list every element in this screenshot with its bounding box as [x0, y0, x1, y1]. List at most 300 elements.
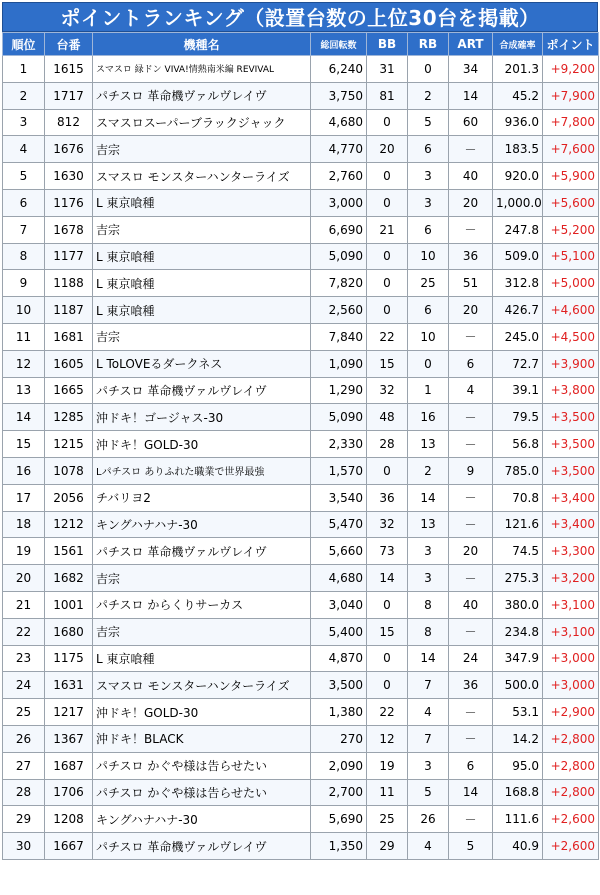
rb-cell: 3 [408, 163, 449, 190]
combined-probability-cell: 275.3 [493, 565, 543, 592]
table-row [3, 806, 599, 833]
model-name-cell: 沖ドキ！BLACK [93, 725, 311, 752]
total-spins-cell: 7,820 [311, 270, 367, 297]
machine-number-cell: 1667 [45, 833, 93, 860]
machine-number-cell: 1212 [45, 511, 93, 538]
total-spins-cell: 4,680 [311, 109, 367, 136]
rb-cell: 5 [408, 779, 449, 806]
art-cell: 20 [449, 297, 493, 324]
art-cell: － [449, 725, 493, 752]
table-row [3, 752, 599, 779]
rank-cell: 30 [3, 833, 45, 860]
table-row [3, 404, 599, 431]
machine-number-cell: 1187 [45, 297, 93, 324]
art-cell: － [449, 404, 493, 431]
machine-number-cell: 812 [45, 109, 93, 136]
model-name-cell: パチスロ 革命機ヴァルヴレイヴ [93, 833, 311, 860]
table-row [3, 618, 599, 645]
model-name-cell: パチスロ からくりサーカス [93, 591, 311, 618]
model-name-cell: 沖ドキ！GOLD-30 [93, 431, 311, 458]
points-cell: +2,800 [543, 752, 599, 779]
model-name-cell: パチスロ かぐや様は告らせたい [93, 752, 311, 779]
rank-cell: 16 [3, 457, 45, 484]
rb-cell: 25 [408, 270, 449, 297]
total-spins-cell: 2,560 [311, 297, 367, 324]
rb-cell: 6 [408, 297, 449, 324]
art-cell: 4 [449, 377, 493, 404]
table-row [3, 672, 599, 699]
points-cell: +3,500 [543, 404, 599, 431]
header-combined-probability: 合成確率 [493, 33, 543, 56]
rank-cell: 23 [3, 645, 45, 672]
rb-cell: 10 [408, 323, 449, 350]
header-machine-number: 台番 [45, 33, 93, 56]
rank-cell: 3 [3, 109, 45, 136]
rb-cell: 10 [408, 243, 449, 270]
bb-cell: 22 [367, 323, 408, 350]
points-cell: +2,900 [543, 699, 599, 726]
combined-probability-cell: 347.9 [493, 645, 543, 672]
points-cell: +3,500 [543, 457, 599, 484]
rank-cell: 5 [3, 163, 45, 190]
art-cell: － [449, 699, 493, 726]
machine-number-cell: 1208 [45, 806, 93, 833]
total-spins-cell: 5,660 [311, 538, 367, 565]
bb-cell: 15 [367, 618, 408, 645]
bb-cell: 32 [367, 511, 408, 538]
art-cell: 51 [449, 270, 493, 297]
table-row [3, 565, 599, 592]
model-name-cell: スマスロ モンスターハンターライズ [93, 163, 311, 190]
rank-cell: 12 [3, 350, 45, 377]
machine-number-cell: 1678 [45, 216, 93, 243]
art-cell: 60 [449, 109, 493, 136]
bb-cell: 20 [367, 136, 408, 163]
points-cell: +3,300 [543, 538, 599, 565]
header-rb: RB [408, 33, 449, 56]
model-name-cell: L 東京喰種 [93, 645, 311, 672]
model-name-cell: Lパチスロ ありふれた職業で世界最強 [93, 457, 311, 484]
header-bb: BB [367, 33, 408, 56]
header-points: ポイント [543, 33, 599, 56]
table-row [3, 216, 599, 243]
bb-cell: 29 [367, 833, 408, 860]
machine-number-cell: 1177 [45, 243, 93, 270]
bb-cell: 0 [367, 591, 408, 618]
bb-cell: 19 [367, 752, 408, 779]
combined-probability-cell: 168.8 [493, 779, 543, 806]
total-spins-cell: 1,090 [311, 350, 367, 377]
combined-probability-cell: 380.0 [493, 591, 543, 618]
model-name-cell: L ToLOVEるダークネス [93, 350, 311, 377]
table-row [3, 350, 599, 377]
ranking-page [2, 2, 598, 860]
header-total-spins: 総回転数 [311, 33, 367, 56]
machine-number-cell: 1367 [45, 725, 93, 752]
total-spins-cell: 5,400 [311, 618, 367, 645]
total-spins-cell: 1,380 [311, 699, 367, 726]
combined-probability-cell: 500.0 [493, 672, 543, 699]
bb-cell: 36 [367, 484, 408, 511]
bb-cell: 48 [367, 404, 408, 431]
rank-cell: 21 [3, 591, 45, 618]
model-name-cell: スマスロ 緑ドン VIVA!情熱南米編 REVIVAL [93, 56, 311, 83]
total-spins-cell: 270 [311, 725, 367, 752]
table-row [3, 484, 599, 511]
rank-cell: 27 [3, 752, 45, 779]
rb-cell: 2 [408, 457, 449, 484]
points-cell: +4,500 [543, 323, 599, 350]
table-row [3, 645, 599, 672]
art-cell: － [449, 216, 493, 243]
points-cell: +7,900 [543, 82, 599, 109]
combined-probability-cell: 53.1 [493, 699, 543, 726]
art-cell: 24 [449, 645, 493, 672]
table-row [3, 189, 599, 216]
points-cell: +3,100 [543, 591, 599, 618]
total-spins-cell: 1,570 [311, 457, 367, 484]
total-spins-cell: 3,040 [311, 591, 367, 618]
combined-probability-cell: 111.6 [493, 806, 543, 833]
table-body [3, 56, 599, 860]
machine-number-cell: 1175 [45, 645, 93, 672]
total-spins-cell: 6,690 [311, 216, 367, 243]
machine-number-cell: 1676 [45, 136, 93, 163]
machine-number-cell: 1078 [45, 457, 93, 484]
art-cell: 5 [449, 833, 493, 860]
model-name-cell: L 東京喰種 [93, 243, 311, 270]
table-row [3, 136, 599, 163]
total-spins-cell: 2,700 [311, 779, 367, 806]
model-name-cell: キングハナハナ-30 [93, 806, 311, 833]
combined-probability-cell: 920.0 [493, 163, 543, 190]
model-name-cell: パチスロ 革命機ヴァルヴレイヴ [93, 377, 311, 404]
table-row [3, 82, 599, 109]
total-spins-cell: 2,330 [311, 431, 367, 458]
points-cell: +5,600 [543, 189, 599, 216]
points-cell: +5,100 [543, 243, 599, 270]
bb-cell: 12 [367, 725, 408, 752]
model-name-cell: パチスロ 革命機ヴァルヴレイヴ [93, 538, 311, 565]
combined-probability-cell: 785.0 [493, 457, 543, 484]
total-spins-cell: 3,000 [311, 189, 367, 216]
art-cell: － [449, 136, 493, 163]
art-cell: － [449, 806, 493, 833]
rb-cell: 3 [408, 538, 449, 565]
combined-probability-cell: 95.0 [493, 752, 543, 779]
rank-cell: 14 [3, 404, 45, 431]
bb-cell: 31 [367, 56, 408, 83]
total-spins-cell: 1,290 [311, 377, 367, 404]
page-title: ポイントランキング（設置台数の上位30台を掲載） [2, 2, 598, 32]
rb-cell: 14 [408, 645, 449, 672]
table-row [3, 833, 599, 860]
points-cell: +3,900 [543, 350, 599, 377]
combined-probability-cell: 56.8 [493, 431, 543, 458]
rank-cell: 29 [3, 806, 45, 833]
table-row [3, 163, 599, 190]
combined-probability-cell: 79.5 [493, 404, 543, 431]
combined-probability-cell: 40.9 [493, 833, 543, 860]
art-cell: 20 [449, 189, 493, 216]
rank-cell: 19 [3, 538, 45, 565]
bb-cell: 11 [367, 779, 408, 806]
combined-probability-cell: 426.7 [493, 297, 543, 324]
rank-cell: 2 [3, 82, 45, 109]
rank-cell: 9 [3, 270, 45, 297]
table-row [3, 699, 599, 726]
rank-cell: 11 [3, 323, 45, 350]
art-cell: 14 [449, 779, 493, 806]
rank-cell: 15 [3, 431, 45, 458]
points-cell: +3,500 [543, 431, 599, 458]
bb-cell: 0 [367, 163, 408, 190]
combined-probability-cell: 1,000.0 [493, 189, 543, 216]
machine-number-cell: 1561 [45, 538, 93, 565]
total-spins-cell: 2,760 [311, 163, 367, 190]
machine-number-cell: 1717 [45, 82, 93, 109]
points-cell: +2,800 [543, 779, 599, 806]
model-name-cell: 吉宗 [93, 323, 311, 350]
points-cell: +2,800 [543, 725, 599, 752]
model-name-cell: 沖ドキ！GOLD-30 [93, 699, 311, 726]
table-row [3, 511, 599, 538]
art-cell: 36 [449, 672, 493, 699]
machine-number-cell: 1217 [45, 699, 93, 726]
machine-number-cell: 1001 [45, 591, 93, 618]
rb-cell: 7 [408, 672, 449, 699]
art-cell: 40 [449, 591, 493, 618]
art-cell: － [449, 484, 493, 511]
machine-number-cell: 1680 [45, 618, 93, 645]
points-cell: +3,000 [543, 672, 599, 699]
art-cell: － [449, 565, 493, 592]
bb-cell: 15 [367, 350, 408, 377]
machine-number-cell: 2056 [45, 484, 93, 511]
combined-probability-cell: 14.2 [493, 725, 543, 752]
model-name-cell: 吉宗 [93, 618, 311, 645]
rb-cell: 8 [408, 618, 449, 645]
total-spins-cell: 3,750 [311, 82, 367, 109]
rb-cell: 26 [408, 806, 449, 833]
combined-probability-cell: 39.1 [493, 377, 543, 404]
model-name-cell: スマスロスーパーブラックジャック [93, 109, 311, 136]
machine-number-cell: 1605 [45, 350, 93, 377]
header-rank: 順位 [3, 33, 45, 56]
table-row [3, 323, 599, 350]
rb-cell: 3 [408, 565, 449, 592]
rank-cell: 22 [3, 618, 45, 645]
machine-number-cell: 1176 [45, 189, 93, 216]
table-row [3, 377, 599, 404]
table-row [3, 431, 599, 458]
total-spins-cell: 7,840 [311, 323, 367, 350]
machine-number-cell: 1665 [45, 377, 93, 404]
machine-number-cell: 1615 [45, 56, 93, 83]
rb-cell: 3 [408, 752, 449, 779]
rank-cell: 7 [3, 216, 45, 243]
table-row [3, 457, 599, 484]
table-row [3, 109, 599, 136]
combined-probability-cell: 245.0 [493, 323, 543, 350]
rank-cell: 1 [3, 56, 45, 83]
bb-cell: 21 [367, 216, 408, 243]
model-name-cell: 沖ドキ！ゴージャス-30 [93, 404, 311, 431]
combined-probability-cell: 312.8 [493, 270, 543, 297]
points-cell: +3,800 [543, 377, 599, 404]
rb-cell: 8 [408, 591, 449, 618]
combined-probability-cell: 509.0 [493, 243, 543, 270]
points-cell: +7,600 [543, 136, 599, 163]
combined-probability-cell: 183.5 [493, 136, 543, 163]
rb-cell: 2 [408, 82, 449, 109]
table-row [3, 779, 599, 806]
bb-cell: 0 [367, 297, 408, 324]
rb-cell: 6 [408, 136, 449, 163]
total-spins-cell: 5,690 [311, 806, 367, 833]
model-name-cell: L 東京喰種 [93, 189, 311, 216]
bb-cell: 0 [367, 109, 408, 136]
model-name-cell: パチスロ かぐや様は告らせたい [93, 779, 311, 806]
combined-probability-cell: 936.0 [493, 109, 543, 136]
points-cell: +4,600 [543, 297, 599, 324]
bb-cell: 73 [367, 538, 408, 565]
points-cell: +2,600 [543, 806, 599, 833]
machine-number-cell: 1706 [45, 779, 93, 806]
total-spins-cell: 5,470 [311, 511, 367, 538]
art-cell: － [449, 323, 493, 350]
machine-number-cell: 1681 [45, 323, 93, 350]
art-cell: － [449, 618, 493, 645]
total-spins-cell: 4,770 [311, 136, 367, 163]
bb-cell: 0 [367, 270, 408, 297]
combined-probability-cell: 247.8 [493, 216, 543, 243]
total-spins-cell: 5,090 [311, 404, 367, 431]
points-cell: +2,600 [543, 833, 599, 860]
total-spins-cell: 5,090 [311, 243, 367, 270]
total-spins-cell: 4,680 [311, 565, 367, 592]
art-cell: 6 [449, 752, 493, 779]
bb-cell: 0 [367, 243, 408, 270]
rb-cell: 7 [408, 725, 449, 752]
total-spins-cell: 4,870 [311, 645, 367, 672]
points-cell: +3,400 [543, 511, 599, 538]
machine-number-cell: 1630 [45, 163, 93, 190]
combined-probability-cell: 72.7 [493, 350, 543, 377]
rb-cell: 0 [408, 350, 449, 377]
bb-cell: 0 [367, 189, 408, 216]
combined-probability-cell: 201.3 [493, 56, 543, 83]
art-cell: 36 [449, 243, 493, 270]
model-name-cell: スマスロ モンスターハンターライズ [93, 672, 311, 699]
rank-cell: 20 [3, 565, 45, 592]
rank-cell: 17 [3, 484, 45, 511]
table-row [3, 538, 599, 565]
model-name-cell: チバリヨ2 [93, 484, 311, 511]
combined-probability-cell: 74.5 [493, 538, 543, 565]
table-row [3, 725, 599, 752]
table-header [3, 33, 599, 56]
points-cell: +3,000 [543, 645, 599, 672]
table-row [3, 591, 599, 618]
model-name-cell: 吉宗 [93, 216, 311, 243]
machine-number-cell: 1631 [45, 672, 93, 699]
header-model-name: 機種名 [93, 33, 311, 56]
machine-number-cell: 1215 [45, 431, 93, 458]
rank-cell: 13 [3, 377, 45, 404]
rb-cell: 13 [408, 431, 449, 458]
rank-cell: 24 [3, 672, 45, 699]
total-spins-cell: 3,540 [311, 484, 367, 511]
bb-cell: 0 [367, 457, 408, 484]
rb-cell: 3 [408, 189, 449, 216]
art-cell: 14 [449, 82, 493, 109]
total-spins-cell: 1,350 [311, 833, 367, 860]
points-cell: +5,200 [543, 216, 599, 243]
points-cell: +9,200 [543, 56, 599, 83]
rb-cell: 1 [408, 377, 449, 404]
rb-cell: 4 [408, 833, 449, 860]
rb-cell: 13 [408, 511, 449, 538]
bb-cell: 0 [367, 672, 408, 699]
total-spins-cell: 6,240 [311, 56, 367, 83]
machine-number-cell: 1687 [45, 752, 93, 779]
rank-cell: 26 [3, 725, 45, 752]
rb-cell: 0 [408, 56, 449, 83]
rb-cell: 5 [408, 109, 449, 136]
bb-cell: 14 [367, 565, 408, 592]
art-cell: 40 [449, 163, 493, 190]
bb-cell: 22 [367, 699, 408, 726]
rb-cell: 4 [408, 699, 449, 726]
bb-cell: 32 [367, 377, 408, 404]
table-row [3, 297, 599, 324]
header-art: ART [449, 33, 493, 56]
points-cell: +3,400 [543, 484, 599, 511]
art-cell: － [449, 431, 493, 458]
machine-number-cell: 1285 [45, 404, 93, 431]
bb-cell: 0 [367, 645, 408, 672]
points-cell: +7,800 [543, 109, 599, 136]
bb-cell: 28 [367, 431, 408, 458]
ranking-table [2, 32, 599, 860]
model-name-cell: L 東京喰種 [93, 270, 311, 297]
bb-cell: 25 [367, 806, 408, 833]
machine-number-cell: 1682 [45, 565, 93, 592]
machine-number-cell: 1188 [45, 270, 93, 297]
model-name-cell: L 東京喰種 [93, 297, 311, 324]
art-cell: 6 [449, 350, 493, 377]
rb-cell: 6 [408, 216, 449, 243]
table-row [3, 56, 599, 83]
points-cell: +3,200 [543, 565, 599, 592]
model-name-cell: 吉宗 [93, 565, 311, 592]
points-cell: +5,000 [543, 270, 599, 297]
combined-probability-cell: 45.2 [493, 82, 543, 109]
art-cell: 34 [449, 56, 493, 83]
rank-cell: 8 [3, 243, 45, 270]
total-spins-cell: 3,500 [311, 672, 367, 699]
rb-cell: 16 [408, 404, 449, 431]
model-name-cell: キングハナハナ-30 [93, 511, 311, 538]
points-cell: +5,900 [543, 163, 599, 190]
art-cell: 20 [449, 538, 493, 565]
rank-cell: 18 [3, 511, 45, 538]
model-name-cell: 吉宗 [93, 136, 311, 163]
bb-cell: 81 [367, 82, 408, 109]
rank-cell: 4 [3, 136, 45, 163]
rank-cell: 6 [3, 189, 45, 216]
